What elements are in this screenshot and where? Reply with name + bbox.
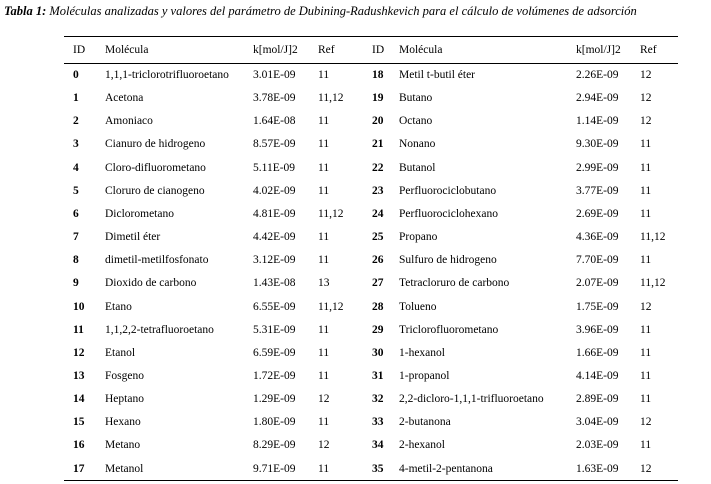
table-row (0, 298, 711, 318)
row-id-left: 13 (73, 369, 85, 382)
row-molecule-right: Butanol (399, 161, 436, 174)
row-ref-right: 11 (640, 254, 652, 267)
row-k-left: 6.55E-09 (253, 300, 296, 313)
table-row (0, 274, 711, 294)
row-id-right: 19 (372, 92, 384, 105)
row-id-right: 32 (372, 393, 384, 406)
row-molecule-left: Etano (105, 300, 132, 313)
row-molecule-right: Propano (399, 231, 438, 244)
row-id-left: 4 (73, 161, 79, 174)
row-id-left: 1 (73, 92, 79, 105)
row-ref-right: 11 (640, 439, 652, 452)
row-ref-left: 11 (318, 231, 330, 244)
row-id-left: 12 (73, 346, 85, 359)
row-molecule-right: 1-hexanol (399, 346, 445, 359)
header-id-1: ID (73, 44, 86, 56)
row-molecule-right: Triclorofluorometano (399, 323, 499, 336)
row-ref-left: 11 (318, 254, 330, 267)
caption-text: Moléculas analizadas y valores del parámetro de Dubining-Radushkevich para el cálculo de volúmenes de adsorción (49, 4, 637, 18)
row-k-left: 3.78E-09 (253, 92, 296, 105)
row-molecule-right: Metil t-butil éter (399, 69, 476, 81)
header-k-2: k[mol/J]2 (576, 44, 621, 56)
row-ref-right: 12 (640, 300, 652, 313)
row-id-left: 11 (73, 323, 84, 336)
row-molecule-left: 1,1,1-triclorotrifluoroetano (105, 69, 229, 81)
row-molecule-right: 1-propanol (399, 369, 450, 382)
row-ref-right: 12 (640, 92, 652, 105)
row-molecule-right: 2-butanona (399, 416, 451, 429)
row-ref-right: 11 (640, 184, 652, 197)
row-molecule-right: Perfluorociclohexano (399, 207, 498, 220)
row-id-left: 15 (73, 416, 85, 429)
row-molecule-right: 2,2-dicloro-1,1,1-trifluoroetano (399, 393, 544, 406)
row-id-right: 34 (372, 439, 384, 452)
row-molecule-right: Tolueno (399, 300, 437, 313)
row-k-right: 2.69E-09 (576, 207, 619, 220)
row-ref-left: 11,12 (318, 300, 344, 313)
table-row (0, 228, 711, 248)
table-top-rule (64, 36, 678, 37)
table-row (0, 135, 711, 155)
row-k-right: 2.26E-09 (576, 69, 619, 81)
table-bottom-rule (64, 480, 678, 481)
row-k-left: 6.59E-09 (253, 346, 296, 359)
row-molecule-left: Fosgeno (105, 369, 144, 382)
table-row (0, 66, 711, 86)
row-ref-left: 11 (318, 462, 330, 475)
row-ref-left: 12 (318, 439, 330, 452)
row-ref-right: 11,12 (640, 277, 666, 290)
header-k-1: k[mol/J]2 (253, 44, 298, 56)
row-ref-left: 11 (318, 323, 330, 336)
row-ref-left: 11 (318, 138, 330, 151)
row-k-left: 5.11E-09 (253, 161, 296, 174)
row-k-right: 2.89E-09 (576, 393, 619, 406)
header-molecule-1: Molécula (105, 44, 149, 56)
table-row (0, 159, 711, 179)
row-k-right: 2.94E-09 (576, 92, 619, 105)
row-molecule-right: 4-metil-2-pentanona (399, 462, 493, 475)
row-id-right: 29 (372, 323, 384, 336)
table-row (0, 112, 711, 132)
row-k-left: 1.64E-08 (253, 115, 296, 128)
row-id-right: 21 (372, 138, 384, 151)
row-molecule-left: Metanol (105, 462, 144, 475)
table-row (0, 436, 711, 456)
row-id-left: 6 (73, 207, 79, 220)
table-row (0, 367, 711, 387)
row-molecule-right: Nonano (399, 138, 436, 151)
table-row (0, 390, 711, 410)
row-id-left: 16 (73, 439, 85, 452)
row-ref-left: 11 (318, 161, 330, 174)
row-molecule-right: Tetracloruro de carbono (399, 277, 510, 290)
row-k-left: 4.02E-09 (253, 184, 296, 197)
row-id-right: 20 (372, 115, 384, 128)
row-id-left: 3 (73, 138, 79, 151)
row-ref-left: 11,12 (318, 207, 344, 220)
row-molecule-left: Etanol (105, 346, 136, 359)
row-molecule-left: Diclorometano (105, 207, 174, 220)
row-molecule-left: Dioxido de carbono (105, 277, 197, 290)
row-ref-right: 12 (640, 416, 652, 429)
header-id-2: ID (372, 44, 385, 56)
row-ref-left: 11 (318, 69, 330, 81)
row-k-right: 1.63E-09 (576, 462, 619, 475)
table-row (0, 89, 711, 109)
row-ref-right: 11 (640, 346, 652, 359)
row-k-right: 4.14E-09 (576, 369, 619, 382)
table-row (0, 182, 711, 202)
row-id-right: 28 (372, 300, 384, 313)
row-ref-right: 12 (640, 462, 652, 475)
table-row (0, 251, 711, 271)
row-ref-left: 11 (318, 184, 330, 197)
row-ref-right: 12 (640, 115, 652, 128)
row-molecule-left: Cloro-difluorometano (105, 161, 206, 174)
row-ref-left: 12 (318, 393, 330, 406)
row-k-left: 1.72E-09 (253, 369, 296, 382)
row-id-right: 33 (372, 416, 384, 429)
row-ref-right: 11 (640, 323, 652, 336)
row-k-right: 2.07E-09 (576, 277, 619, 290)
row-molecule-left: dimetil-metilfosfonato (105, 254, 209, 267)
table-row (0, 460, 711, 480)
row-id-left: 9 (73, 277, 79, 290)
row-ref-left: 11,12 (318, 92, 344, 105)
row-k-left: 1.80E-09 (253, 416, 296, 429)
row-ref-left: 11 (318, 416, 330, 429)
row-k-left: 4.81E-09 (253, 207, 296, 220)
row-molecule-left: Metano (105, 439, 141, 452)
row-k-left: 3.12E-09 (253, 254, 296, 267)
table-row (0, 321, 711, 341)
row-ref-right: 11,12 (640, 231, 666, 244)
row-ref-left: 13 (318, 277, 330, 290)
table-header-row (0, 41, 711, 61)
row-molecule-right: 2-hexanol (399, 439, 445, 452)
row-ref-right: 11 (640, 161, 652, 174)
row-id-left: 10 (73, 300, 85, 313)
table-row (0, 344, 711, 364)
row-molecule-right: Butano (399, 92, 433, 105)
caption-label: Tabla 1: (4, 4, 47, 18)
row-id-right: 30 (372, 346, 384, 359)
row-id-left: 2 (73, 115, 79, 128)
row-id-left: 14 (73, 393, 85, 406)
row-molecule-left: Acetona (105, 92, 144, 105)
row-k-left: 9.71E-09 (253, 462, 296, 475)
header-ref-2: Ref (640, 44, 657, 56)
row-molecule-left: 1,1,2,2-tetrafluoroetano (105, 323, 214, 336)
row-k-right: 2.99E-09 (576, 161, 619, 174)
row-k-right: 3.77E-09 (576, 184, 619, 197)
row-molecule-right: Perfluorociclobutano (399, 184, 497, 197)
row-k-right: 1.66E-09 (576, 346, 619, 359)
row-ref-left: 11 (318, 115, 330, 128)
row-molecule-left: Dimetil éter (105, 231, 161, 244)
row-ref-right: 11 (640, 207, 652, 220)
table-row (0, 413, 711, 433)
row-k-right: 1.14E-09 (576, 115, 619, 128)
row-id-right: 24 (372, 207, 384, 220)
row-ref-right: 11 (640, 138, 652, 151)
header-molecule-2: Molécula (399, 44, 443, 56)
row-id-left: 8 (73, 254, 79, 267)
row-molecule-right: Octano (399, 115, 433, 128)
row-k-left: 8.29E-09 (253, 439, 296, 452)
row-k-right: 3.04E-09 (576, 416, 619, 429)
row-k-left: 4.42E-09 (253, 231, 296, 244)
row-k-right: 7.70E-09 (576, 254, 619, 267)
row-k-right: 3.96E-09 (576, 323, 619, 336)
row-id-left: 7 (73, 231, 79, 244)
row-id-right: 27 (372, 277, 384, 290)
row-k-left: 5.31E-09 (253, 323, 296, 336)
row-id-left: 17 (73, 462, 85, 475)
row-molecule-left: Hexano (105, 416, 141, 429)
row-id-right: 23 (372, 184, 384, 197)
row-molecule-left: Heptano (105, 393, 144, 406)
row-id-right: 22 (372, 161, 384, 174)
row-k-right: 1.75E-09 (576, 300, 619, 313)
row-k-left: 3.01E-09 (253, 69, 296, 81)
row-k-left: 1.43E-08 (253, 277, 296, 290)
row-k-left: 1.29E-09 (253, 393, 296, 406)
row-ref-right: 11 (640, 369, 652, 382)
row-id-right: 25 (372, 231, 384, 244)
table-header-rule (64, 63, 678, 64)
header-ref-1: Ref (318, 44, 335, 56)
row-ref-right: 12 (640, 69, 652, 81)
row-k-right: 4.36E-09 (576, 231, 619, 244)
row-molecule-left: Amoniaco (105, 115, 153, 128)
row-k-left: 8.57E-09 (253, 138, 296, 151)
row-molecule-left: Cianuro de hidrogeno (105, 138, 206, 151)
table-row (0, 205, 711, 225)
row-id-left: 5 (73, 184, 79, 197)
table-caption (4, 4, 711, 19)
row-molecule-right: Sulfuro de hidrogeno (399, 254, 497, 267)
row-k-right: 2.03E-09 (576, 439, 619, 452)
row-molecule-left: Cloruro de cianogeno (105, 184, 205, 197)
row-ref-left: 11 (318, 369, 330, 382)
row-id-left: 0 (73, 69, 79, 81)
row-id-right: 35 (372, 462, 384, 475)
row-id-right: 31 (372, 369, 384, 382)
row-ref-left: 11 (318, 346, 330, 359)
row-id-right: 18 (372, 69, 384, 81)
row-ref-right: 11 (640, 393, 652, 406)
row-id-right: 26 (372, 254, 384, 267)
row-k-right: 9.30E-09 (576, 138, 619, 151)
